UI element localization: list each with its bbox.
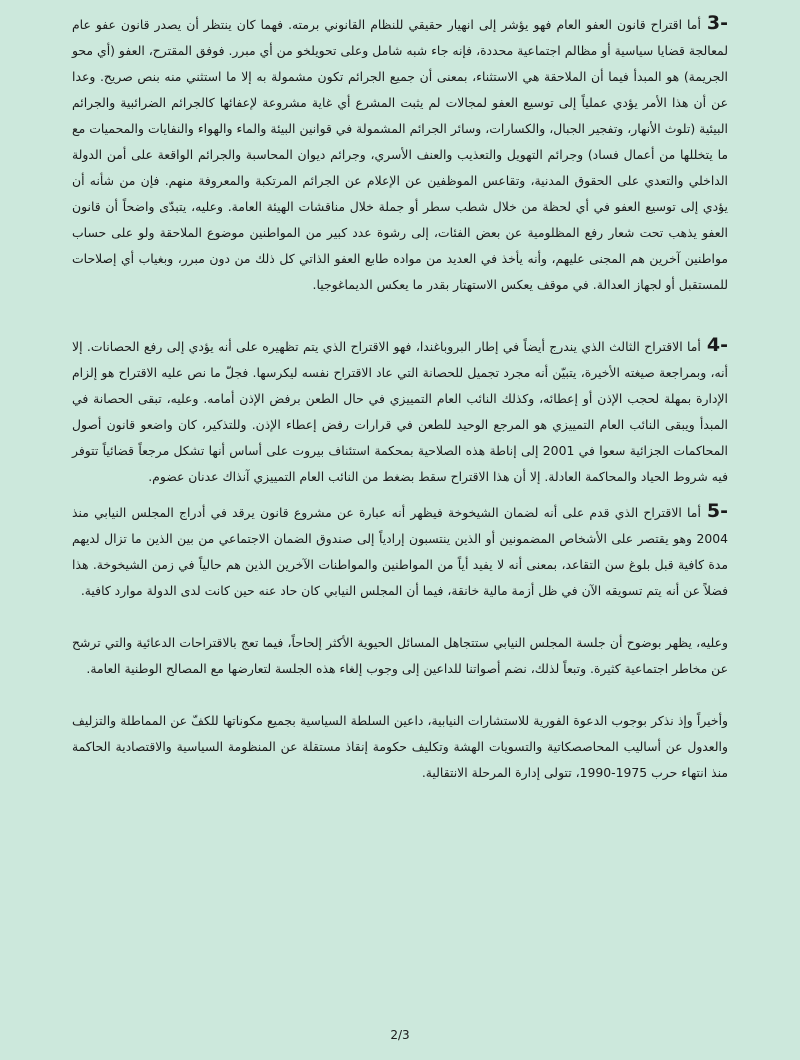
section-4-paragraph: [72, 332, 728, 490]
section-3-text: أما اقتراح قانون العفو العام فهو يؤشر إلى انهيار حقيقي للنظام القانوني برمته. فهما كان ينتظر أن يصدر قانون عفو عام لمعالجة قضايا سياسية أو مظالم اجتماعية محددة، فإنه جاء شبه شامل وعلى تحويلخو من أي مبرر. فوفق المقترح، العفو (أي محو الجريمة) هو المبدأ فيما أن الملاحقة هي الاستثناء، بمعنى أن جميع الجرائم تكون مشمولة به إلا ما استثني منه بنص صريح. وعدا عن أن هذا الأمر يؤدي عملياً إلى توسيع العفو لمجالات لم يثبت المشرع أي غاية مشروعة لإعفائها كالجرائم الضرائبية والجرائم البيئية (تلوث الأنهار، وتفجير الجبال، والكسارات، وسائر الجرائم المشمولة في قوانين البيئة والماء والهواء والنفايات والمحميات مع ما يتخللها من أعمال فساد) وجرائم التهويل والتعذيب والعنف الأسري، وجرائم ديوان المحاسبة والجرائم الواقعة على أمن الدولة الداخلي والتعدي على الحقوق المدنية، وتقاعس الموظفين عن الإعلام عن الجرائم المرتكبة والمعروفة منهم. فإن من شأنه أن يؤدي إلى توسيع العفو في أي لحظة من خلال شطب سطر أو جملة خلال مناقشات الهيئة العامة. وعليه، يتبدّى واضحاً أن قانون العفو يذهب تحت شعار رفع المظلومية عن بعض الفئات، إلى رشوة عدد كبير من المواطنين موضوع الملاحقة ولو على حساب مواطنين آخرين هم المجنى عليهم، وأنه يأخذ في العديد من مواده طابع العفو الذاتي كل ذلك من دون مبرر، وبغياب أي إصلاحات للمستقبل أو لجهاز العدالة. في موقف يعكس الاستهتار بقدر ما يعكس الديماغوجيا.: [72, 17, 728, 292]
section-4-text: أما الاقتراح الثالث الذي يندرج أيضاً في إطار البروباغندا، فهو الاقتراح الذي يتم تظهيره على أنه يؤدي إلى رفع الحصانات. إلا أنه، وبمراجعة صيغته الأخيرة، يتبيّن أنه مجرد تجميل للحصانة التي عاد الاقتراح نفسه ليكرسها. فجلّ ما نص عليه الاقتراح هو إلزام الإدارة بمهلة لحجب الإذن أو إعطائه، وكذلك النائب العام التمييزي في حال الطعن برفض الإذن أمامه. وعليه، تبقى الحصانة في المبدأ ويبقى النائب العام التمييزي هو المرجع الوحيد للطعن في قرارات رفض إعطاء الإذن. وللتذكير، كان واضعو قانون أصول المحاكمات الجزائية سعوا في 2001 إلى إناطة هذه الصلاحية بمحكمة استئناف بيروت على أساس أنها تشكل مرجعاً قضائياً تتوفر فيه شروط الحياد والمحاكمة العادلة. إلا أن هذا الاقتراح سقط بضغط من النائب العام التمييزي آنذاك عدنان عضوم.: [72, 339, 728, 484]
section-3-paragraph: [72, 10, 728, 298]
conclusion-paragraph: وعليه، يظهر بوضوح أن جلسة المجلس النيابي ستتجاهل المسائل الحيوية الأكثر إلحاحاً، فيما تعج بالاقتراحات الدعائية والتي ترشح عن مخاطر اجتماعية كثيرة. وتبعاً لذلك، نضم أصواتنا للداعين إلى وجوب إلغاء هذه الجلسة لتعارضها مع المصالح الوطنية العامة.: [72, 635, 728, 676]
section-5: [72, 498, 728, 604]
section-3: [72, 10, 728, 298]
section-3-number: 3-: [706, 12, 728, 34]
section-5-text: أما الاقتراح الذي قدم على أنه لضمان الشيخوخة فيظهر أنه عبارة عن مشروع قانون يرقد في أدراج المجلس النيابي منذ 2004 وهو يقتصر على الأشخاص المضمونين أو الذين ينتسبون إرادياً إلى صندوق الضمان الاجتماعي من بين الذين ما تزال لديهم مدة كافية قبل بلوغ سن التقاعد، بمعنى أنه لا يفيد أياً من المواطنين والمواطنات الآخرين الذين هم حالياً في زمن الشيخوخة. هذا فضلاً عن أنه يتم تسويقه الآن في ظل أزمة مالية خانقة، فيما أن المجلس النيابي كان حاد عنه حين كانت لدى الدولة موارد كافية.: [72, 505, 728, 598]
section-5-number: 5-: [706, 500, 728, 522]
section-4: [72, 332, 728, 490]
section-4-number: 4-: [706, 334, 728, 356]
conclusion-paragraph-section: [72, 630, 728, 682]
final-paragraph-section: [72, 708, 728, 786]
page-number: 2/3: [390, 1028, 410, 1042]
final-paragraph: وأخيراً وإذ نذكر بوجوب الدعوة الفورية للاستشارات النيابية، داعين السلطة السياسية بجميع مكوناتها للكفّ عن المماطلة والتزليف والعدول عن أساليب المحاصصكاتية والتسويات الهشة وتكليف حكومة إنقاذ مستقلة عن المنظومة السياسية والاقتصادية الحاكمة منذ انتهاء حرب 1975-1990، تتولى إدارة المرحلة الانتقالية.: [72, 713, 728, 780]
document-page: [72, 10, 728, 1060]
section-5-paragraph: [72, 498, 728, 604]
